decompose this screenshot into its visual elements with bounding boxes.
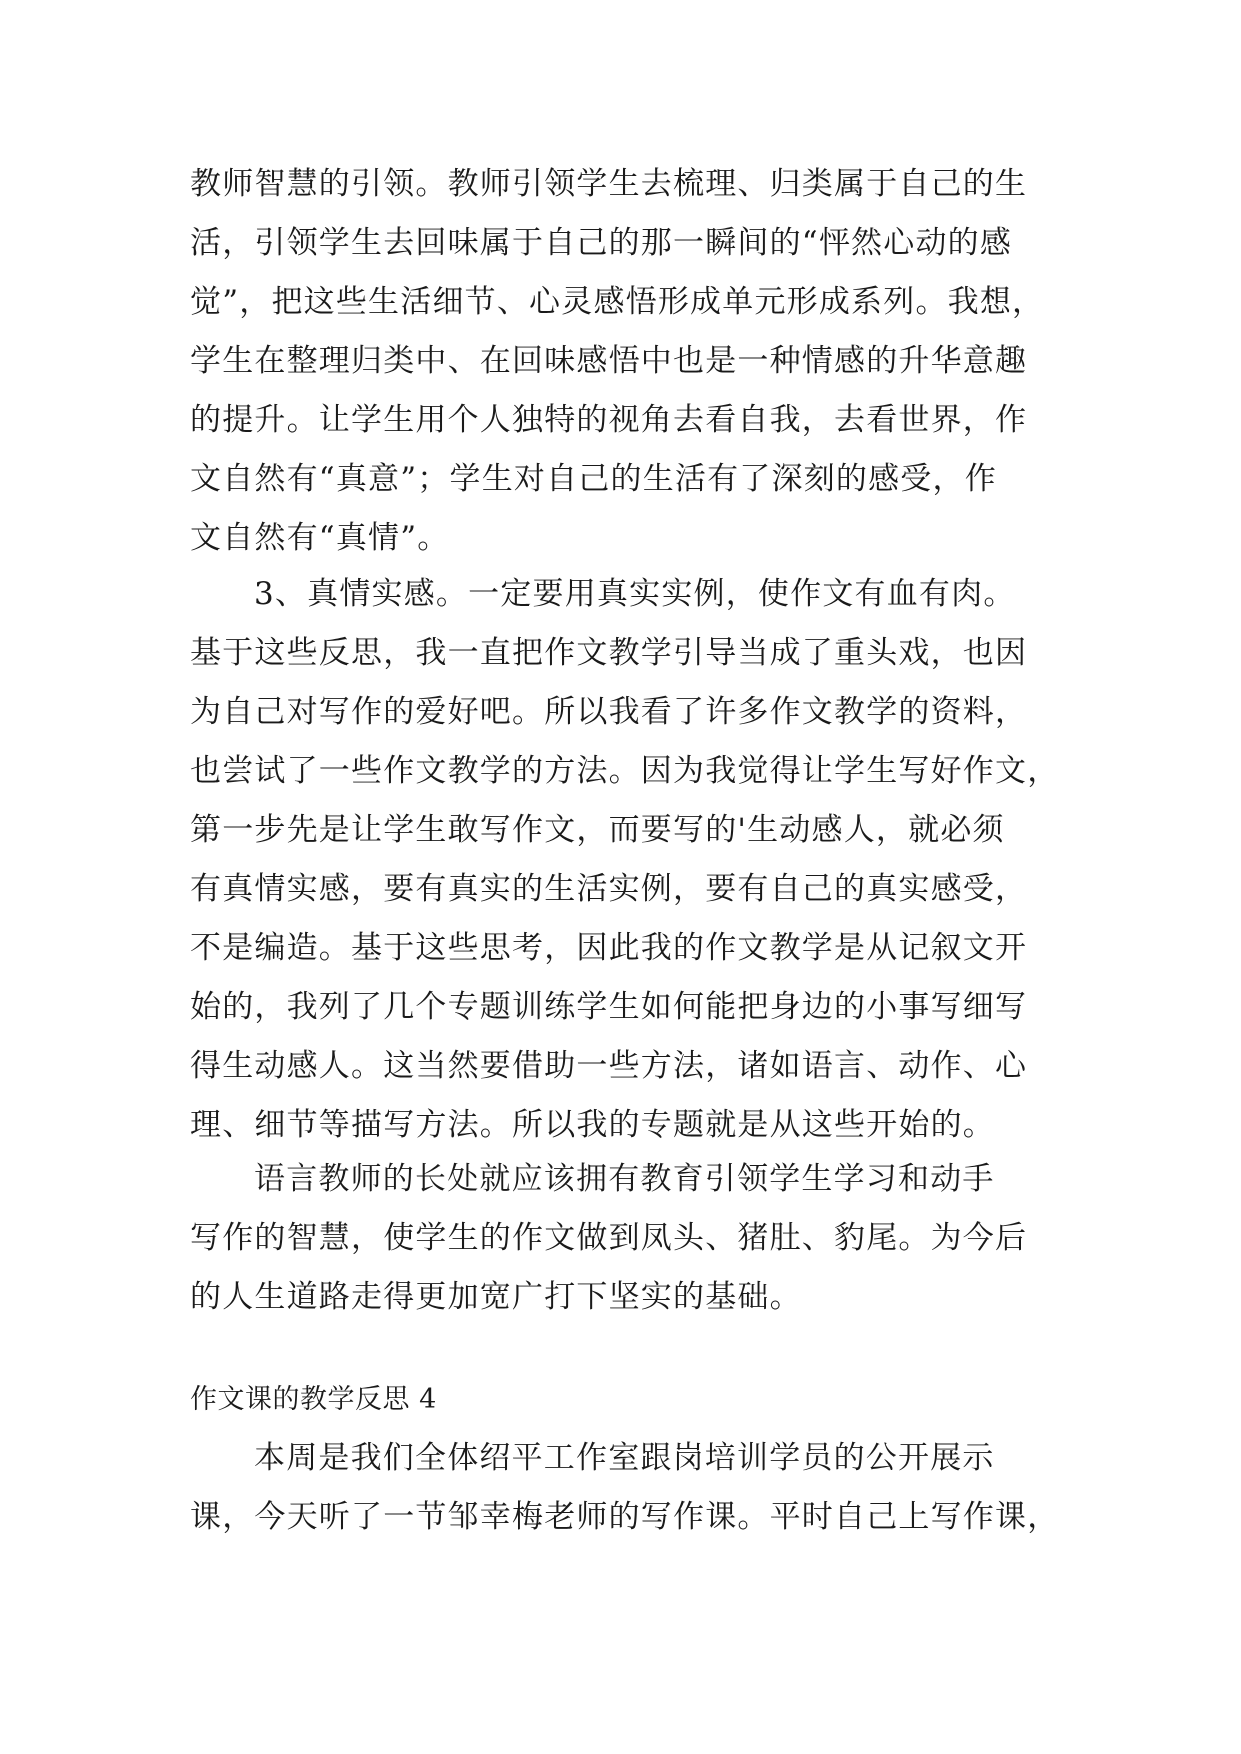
paragraph-line: 教师智慧的引领。教师引领学生去梳理、归类属于自己的生 [190,166,1028,202]
paragraph-first-line: 语言教师的长处就应该拥有教育引领学生学习和动手 [254,1161,995,1197]
paragraph-line: 觉”，把这些生活细节、心灵感悟形成单元形成系列。我想， [190,284,1045,320]
section-4 [190,1370,1070,1547]
paragraph-line: 活，引领学生去回味属于自己的那一瞬间的“怦然心动的感 [190,225,1013,261]
paragraph-line: 的提升。让学生用个人独特的视角去看自我，去看世界，作 [190,402,1028,438]
paragraph-line: 得生动感人。这当然要借助一些方法，诸如语言、动作、心 [190,1048,1028,1084]
paragraph-line: 也尝试了一些作文教学的方法。因为我觉得让学生写好作文， [190,753,1060,789]
paragraph-line: 文自然有“真意”；学生对自己的生活有了深刻的感受，作 [190,461,997,497]
paragraph-line: 课，今天听了一节邹幸梅老师的写作课。平时自己上写作课， [190,1499,1060,1535]
paragraph-first-line: 本周是我们全体绍平工作室跟岗培训学员的公开展示 [254,1440,995,1476]
paragraph-line: 的人生道路走得更加宽广打下坚实的基础。 [190,1279,802,1315]
paragraph-point-3 [190,565,1070,1155]
paragraph-line: 基于这些反思，我一直把作文教学引导当成了重头戏，也因 [190,635,1028,671]
section-heading: 作文课的教学反思 4 [190,1384,437,1415]
paragraph-line: 理、细节等描写方法。所以我的专题就是从这些开始的。 [190,1107,995,1143]
paragraph-line: 学生在整理归类中、在回味感悟中也是一种情感的升华意趣 [190,343,1028,379]
paragraph-line: 有真情实感，要有真实的生活实例，要有自己的真实感受， [190,871,1028,907]
paragraph-line: 文自然有“真情”。 [190,520,450,556]
paragraph-line: 为自己对写作的爱好吧。所以我看了许多作文教学的资料， [190,694,1028,730]
paragraph-first-line: 3、真情实感。一定要用真实实例，使作文有血有肉。 [254,576,1016,612]
paragraph-line: 第一步先是让学生敢写作文，而要写的'生动感人，就必须 [190,812,1005,848]
paragraph-line: 写作的智慧，使学生的作文做到凤头、猪肚、豹尾。为今后 [190,1220,1028,1256]
paragraph-conclusion [190,1150,1070,1327]
paragraph-line: 不是编造。基于这些思考，因此我的作文教学是从记叙文开 [190,930,1028,966]
paragraph-continued [190,155,1070,568]
paragraph-line: 始的，我列了几个专题训练学生如何能把身边的小事写细写 [190,989,1028,1025]
